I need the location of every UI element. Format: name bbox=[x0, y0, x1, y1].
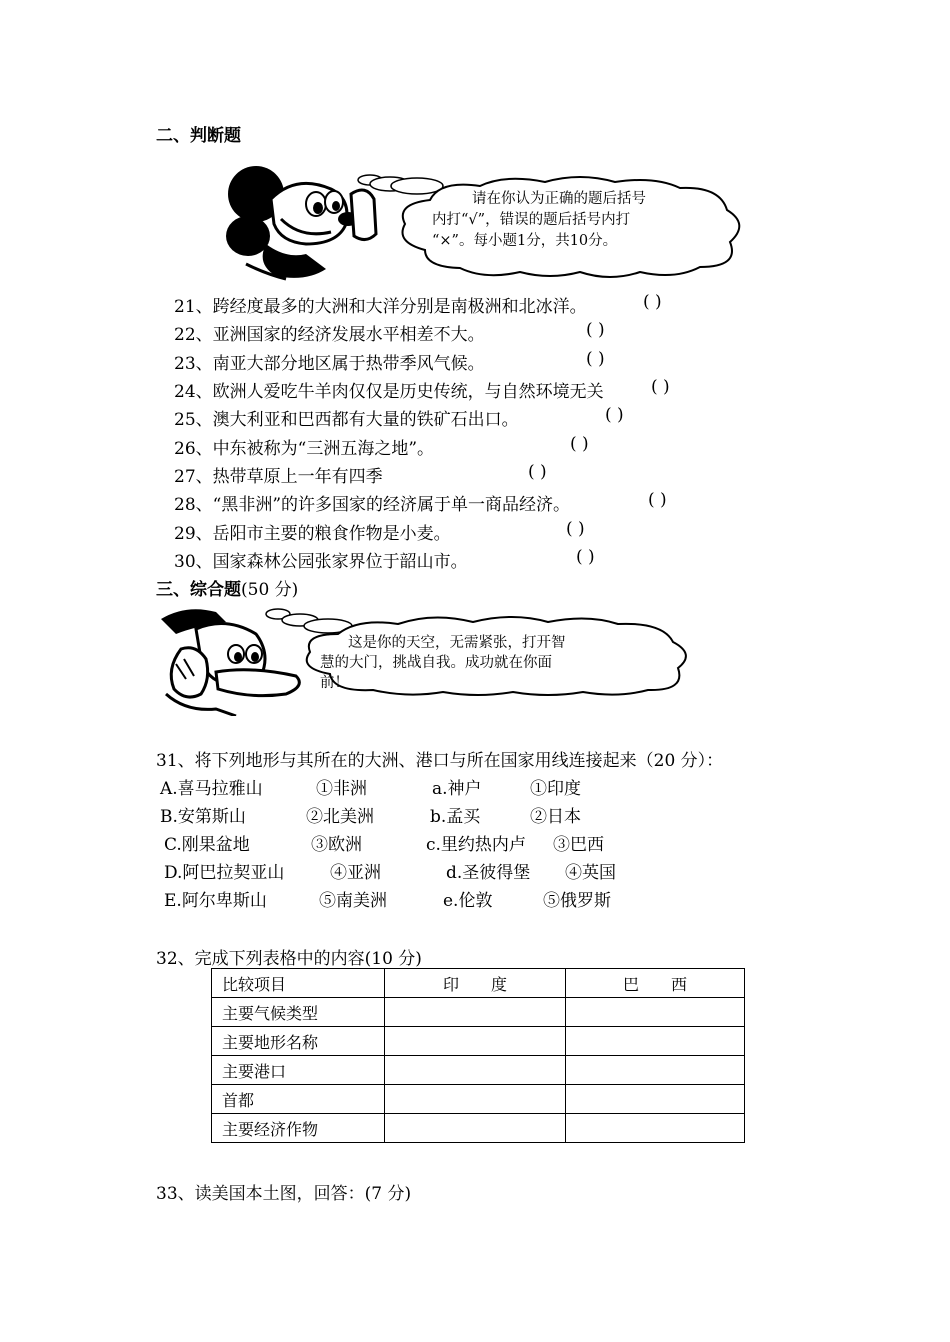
bubble-1-line-1: 请在你认为正确的题后括号 bbox=[472, 191, 646, 207]
answer-cell-brazil-port[interactable] bbox=[566, 1056, 745, 1085]
section-3-score: (50 分) bbox=[241, 580, 299, 600]
row-label-cash-crop: 主要经济作物 bbox=[212, 1114, 385, 1143]
bubble-1-line-2: 内打“√”，错误的题后括号内打 bbox=[432, 212, 631, 228]
q31-country-2: ②日本 bbox=[530, 807, 581, 827]
q31-port-d: d.圣彼得堡 bbox=[446, 863, 531, 883]
q31-landform-b: B.安第斯山 bbox=[160, 807, 246, 827]
q31-continent-2: ②北美洲 bbox=[306, 807, 374, 827]
answer-blank-26[interactable]: ( ) bbox=[570, 434, 589, 454]
answer-cell-india-port[interactable] bbox=[385, 1056, 566, 1085]
bubble-2-line-1: 这是你的天空，无需紧张，打开智 bbox=[348, 635, 566, 651]
answer-cell-brazil-landform[interactable] bbox=[566, 1027, 745, 1056]
question-27: 27、热带草原上一年有四季 bbox=[174, 467, 383, 487]
q31-continent-1: ①非洲 bbox=[316, 779, 367, 799]
question-29: 29、岳阳市主要的粮食作物是小麦。 bbox=[174, 524, 451, 544]
bubble-2-line-2: 慧的大门，挑战自我。成功就在你面 bbox=[320, 655, 552, 671]
row-label-port: 主要港口 bbox=[212, 1056, 385, 1085]
answer-cell-brazil-climate[interactable] bbox=[566, 998, 745, 1027]
answer-cell-india-capital[interactable] bbox=[385, 1085, 566, 1114]
section-3-title: 三、综合题 bbox=[156, 580, 241, 600]
answer-cell-india-cash-crop[interactable] bbox=[385, 1114, 566, 1143]
q31-landform-a: A.喜马拉雅山 bbox=[160, 779, 263, 799]
answer-cell-brazil-cash-crop[interactable] bbox=[566, 1114, 745, 1143]
question-24: 24、欧洲人爱吃牛羊肉仅仅是历史传统，与自然环境无关 bbox=[174, 382, 604, 402]
row-label-climate: 主要气候类型 bbox=[212, 998, 385, 1027]
q31-country-1: ①印度 bbox=[530, 779, 581, 799]
q31-landform-d: D.阿巴拉契亚山 bbox=[164, 863, 285, 883]
q31-port-a: a.神户 bbox=[432, 779, 482, 799]
answer-blank-23[interactable]: ( ) bbox=[586, 349, 605, 369]
answer-cell-brazil-capital[interactable] bbox=[566, 1085, 745, 1114]
row-label-capital: 首都 bbox=[212, 1085, 385, 1114]
row-label-landform: 主要地形名称 bbox=[212, 1027, 385, 1056]
q31-continent-5: ⑤南美洲 bbox=[319, 891, 387, 911]
table-row bbox=[212, 1056, 745, 1085]
answer-blank-25[interactable]: ( ) bbox=[605, 405, 624, 425]
header-india: 印 度 bbox=[385, 969, 566, 998]
table-row bbox=[212, 1085, 745, 1114]
question-21: 21、跨经度最多的大洲和大洋分别是南极洲和北冰洋。 bbox=[174, 297, 587, 317]
q31-port-e: e.伦敦 bbox=[443, 891, 493, 911]
table-row bbox=[212, 1114, 745, 1143]
q31-country-5: ⑤俄罗斯 bbox=[543, 891, 611, 911]
answer-cell-india-climate[interactable] bbox=[385, 998, 566, 1027]
header-compare-item: 比较项目 bbox=[212, 969, 385, 998]
q31-port-b: b.孟买 bbox=[430, 807, 481, 827]
question-25: 25、澳大利亚和巴西都有大量的铁矿石出口。 bbox=[174, 410, 519, 430]
question-26: 26、中东被称为“三洲五海之地”。 bbox=[174, 439, 435, 459]
table-header-row bbox=[212, 969, 745, 998]
answer-blank-22[interactable]: ( ) bbox=[586, 320, 605, 340]
bubble-2-line-3: 前！ bbox=[320, 675, 349, 691]
question-33-title: 33、读美国本土图，回答：(7 分) bbox=[156, 1184, 412, 1204]
answer-blank-30[interactable]: ( ) bbox=[576, 547, 595, 567]
q31-port-c: c.里约热内卢 bbox=[426, 835, 526, 855]
question-32-title: 32、完成下列表格中的内容(10 分) bbox=[156, 949, 422, 969]
question-22: 22、亚洲国家的经济发展水平相差不大。 bbox=[174, 325, 485, 345]
question-28: 28、“黑非洲”的许多国家的经济属于单一商品经济。 bbox=[174, 495, 571, 515]
table-row bbox=[212, 998, 745, 1027]
answer-blank-28[interactable]: ( ) bbox=[648, 490, 667, 510]
table-row bbox=[212, 1027, 745, 1056]
answer-blank-21[interactable]: ( ) bbox=[643, 292, 662, 312]
answer-cell-india-landform[interactable] bbox=[385, 1027, 566, 1056]
q31-country-4: ④英国 bbox=[565, 863, 616, 883]
section-2-title: 二、判断题 bbox=[156, 126, 241, 146]
q31-country-3: ③巴西 bbox=[553, 835, 604, 855]
q31-continent-3: ③欧洲 bbox=[311, 835, 362, 855]
q31-landform-e: E.阿尔卑斯山 bbox=[164, 891, 267, 911]
section-3-heading bbox=[156, 575, 298, 600]
question-31-title: 31、将下列地形与其所在的大洲、港口与所在国家用线连接起来（20 分）： bbox=[156, 751, 724, 771]
question-30: 30、国家森林公园张家界位于韶山市。 bbox=[174, 552, 468, 572]
comparison-table bbox=[211, 968, 745, 1143]
bubble-1-line-3: “×”。每小题1分，共10分。 bbox=[432, 233, 618, 249]
header-brazil: 巴 西 bbox=[566, 969, 745, 998]
answer-blank-27[interactable]: ( ) bbox=[528, 462, 547, 482]
answer-blank-29[interactable]: ( ) bbox=[566, 519, 585, 539]
question-23: 23、南亚大部分地区属于热带季风气候。 bbox=[174, 354, 485, 374]
q31-continent-4: ④亚洲 bbox=[330, 863, 381, 883]
answer-blank-24[interactable]: ( ) bbox=[651, 377, 670, 397]
q31-landform-c: C.刚果盆地 bbox=[164, 835, 250, 855]
